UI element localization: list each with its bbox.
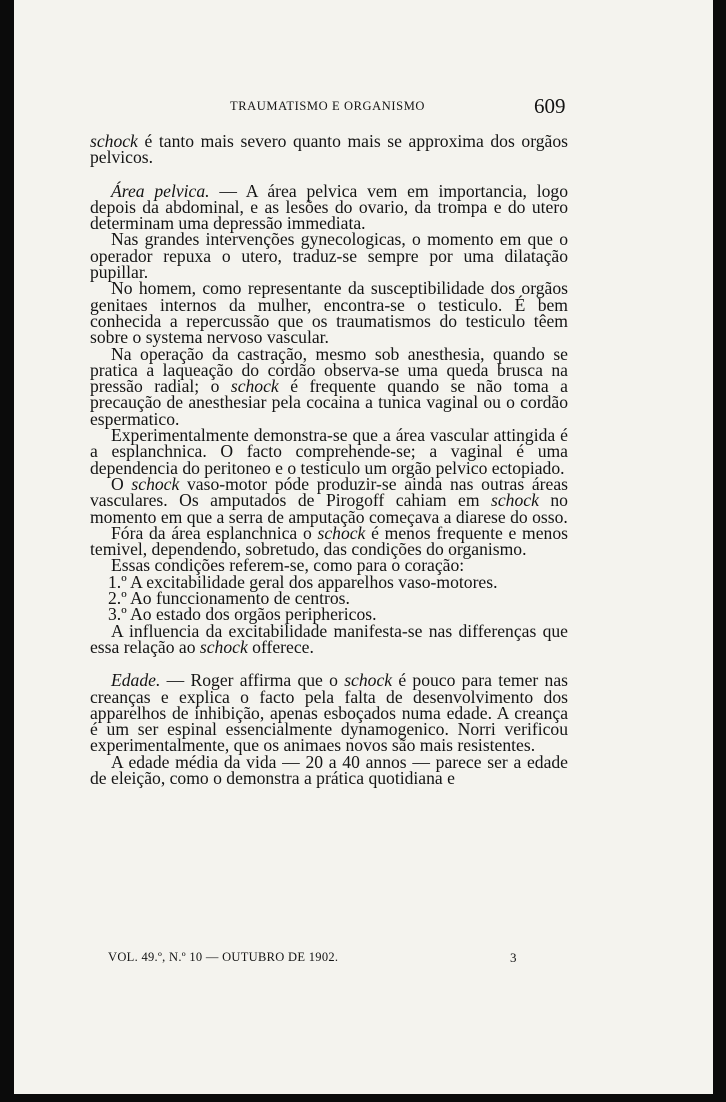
- page-number: 609: [534, 94, 566, 118]
- list-item: 3.º Ao estado dos orgãos periphericos.: [108, 604, 377, 625]
- paragraph-6: Experimentalmente demonstra-se que a área vascular attingida é a esplanchnica. O facto comprehende-se; a vaginal é uma dependencia do peritoneo e o testiculo um orgão pelvico ectopiado.: [90, 425, 568, 478]
- paragraph-9: Essas condições referem-se, como para o coração:: [111, 555, 465, 576]
- body-text: [90, 133, 568, 786]
- paragraph-4: No homem, como representante da susceptibilidade dos orgãos genitaes internos da mulher, encontra-se o testiculo. É bem conhecida a repercussão que os traumatismos do testiculo têem sobre o systema nervoso vascular.: [90, 278, 568, 348]
- paragraph-7: O schock vaso-motor póde produzir-se ainda nas outras áreas vasculares. Os amputados de Pirogoff cahiam em schock no momento em que a serra de amputação começava a diarese do osso.: [90, 473, 568, 527]
- issue-line: VOL. 49.º, N.º 10 — OUTUBRO DE 1902.: [108, 950, 339, 964]
- italic-term: schock: [199, 636, 248, 657]
- paragraph-10: A influencia da excitabilidade manifesta-se nas differenças que essa relação ao schock offerece.: [90, 620, 568, 657]
- italic-term: schock: [131, 473, 180, 494]
- paragraph-3: Nas grandes intervenções gynecologicas, o momento em que o operador repuxa o utero, traduz-se sempre por uma dilatação pupillar.: [90, 229, 568, 283]
- section-heading: Edade.: [111, 670, 161, 691]
- page-header: [14, 94, 713, 122]
- paragraph-12: A edade média da vida — 20 a 40 annos — parece ser a edade de eleição, como o demonstra a prática quotidiana e: [90, 751, 568, 788]
- section-edade: Edade. — Roger affirma que o schock é pouco para temer nas creanças e explica o facto pela falta de desenvolvimento dos apparelhos de inhibição, apenas esboçados numa edade. A creança é um ser espinal essencialmente dynamogenico. Norri verificou experimentalmente, que os animaes novos são mais resistentes.: [90, 670, 568, 756]
- italic-term: schock: [317, 522, 366, 543]
- list-item: 2.º Ao funccionamento de centros.: [108, 588, 350, 609]
- paragraph-5: Na operação da castração, mesmo sob anesthesia, quando se pratica a laqueação do cordão observa-se uma queda brusca na pressão radial; o schock é frequente quando se não toma a precaução de anesthesiar pela cocaina a tunica vaginal ou o cordão espermatico.: [90, 343, 568, 429]
- signature-mark: 3: [510, 950, 517, 965]
- book-page: [14, 0, 713, 1094]
- running-title: TRAUMATISMO E ORGANISMO: [230, 99, 426, 113]
- italic-term: schock: [230, 376, 279, 397]
- list-item: 1.º A excitabilidade geral dos apparelhos vaso-motores.: [108, 571, 498, 592]
- italic-term: schock: [344, 670, 393, 691]
- italic-term: schock: [491, 490, 539, 511]
- paragraph-1: schock é tanto mais severo quanto mais se approxima dos orgãos pelvicos.: [90, 131, 568, 168]
- section-area-pelvica: Área pelvica. — A área pelvica vem em importancia, logo depois da abdominal, e as lesões do ovario, da trompa e do utero determinam uma depressão immediata.: [90, 180, 568, 234]
- paragraph-8: Fóra da área esplanchnica o schock é menos frequente e menos temivel, dependendo, sobretudo, das condições do organismo.: [90, 522, 568, 560]
- page-footer: [14, 950, 713, 970]
- italic-term: schock: [90, 131, 138, 151]
- section-heading: Área pelvica.: [111, 180, 210, 201]
